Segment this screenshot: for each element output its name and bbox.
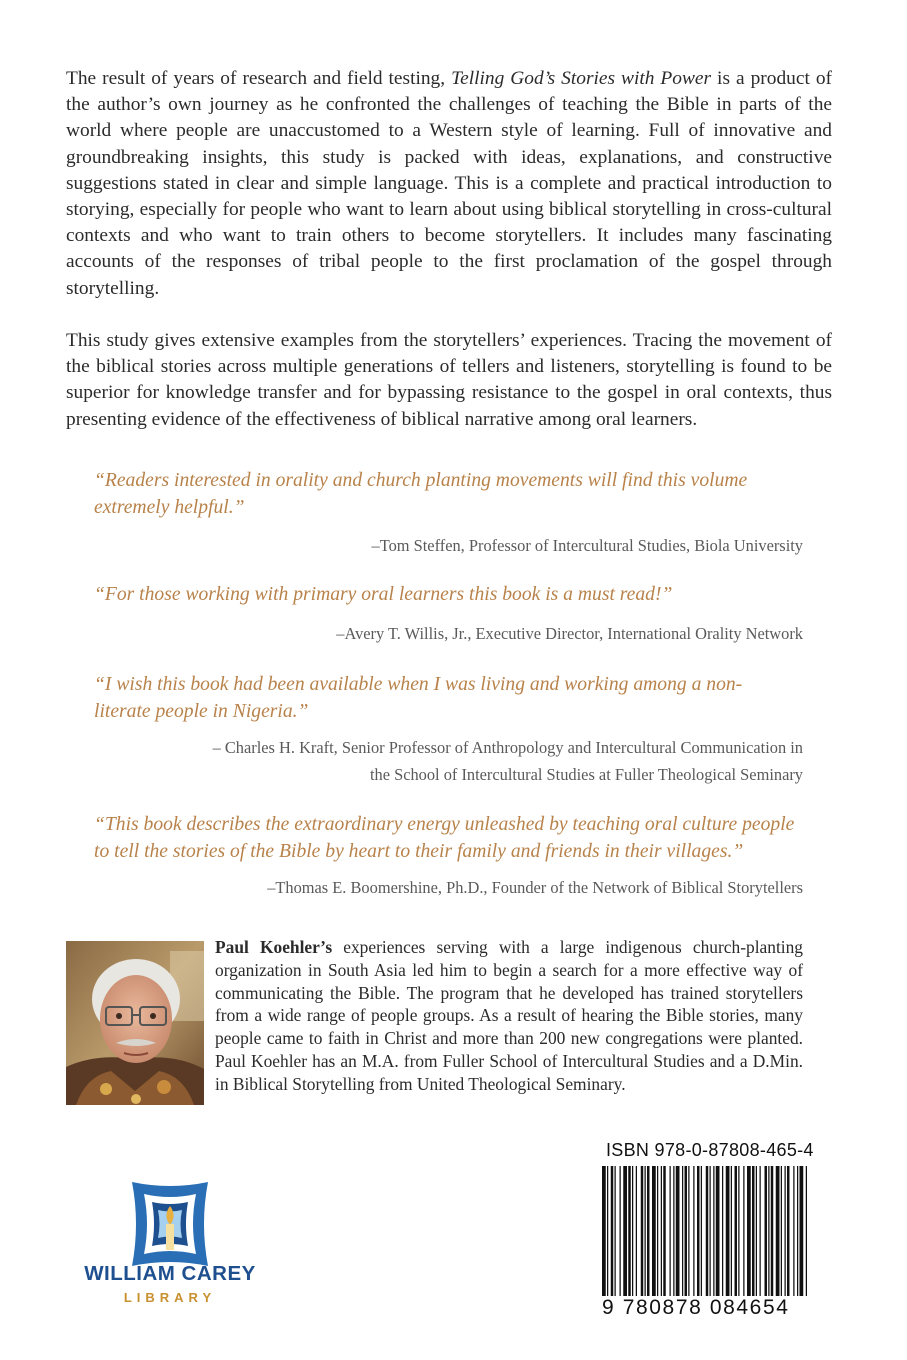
book-title: Telling God’s Stories with Power	[451, 68, 712, 89]
barcode-bar	[771, 1166, 774, 1296]
barcode-bar	[641, 1166, 644, 1296]
barcode-bar	[776, 1166, 780, 1296]
barcode-bar	[670, 1166, 671, 1296]
barcode-bar	[673, 1166, 674, 1296]
barcode-bar	[607, 1166, 608, 1296]
barcode-bar	[647, 1166, 650, 1296]
endorsement-quote	[94, 672, 814, 725]
barcode-bar	[620, 1166, 621, 1296]
description-text: The result of years of research and field testing,	[66, 68, 452, 89]
barcode-bar	[710, 1166, 711, 1296]
author-name: Paul Koehler’s	[215, 937, 333, 957]
description-paragraph-1	[66, 66, 832, 302]
barcode-bar	[800, 1166, 804, 1296]
barcode-bar	[615, 1166, 616, 1296]
publisher-logo-icon	[122, 1176, 218, 1272]
barcode-bar	[785, 1166, 786, 1296]
author-photo	[66, 941, 204, 1105]
quote-line: “I wish this book had been available when I was living and working among a non-	[94, 674, 743, 695]
barcode-bar	[716, 1166, 720, 1296]
endorsement-attribution: –Avery T. Willis, Jr., Executive Director, International Orality Network	[336, 624, 803, 643]
endorsement-attribution: –Thomas E. Boomershine, Ph.D., Founder of the Network of Biblical Storytellers	[267, 878, 803, 897]
description-text: is a product of the author’s own journey as he confronted the challenges of teaching the Bible in parts of the world where people are unaccustomed to a Western style of learning. Full of innovative and groundbreaking insights, this study is packed with ideas, explanations, and constructive suggestions stated in clear and simple language. This is a complete and practical introduction to storying, especially for people who want to learn about using biblical storytelling in cross-cultural contexts and who want to train others to become storytellers. It includes many fascinating accounts of the responses of tribal people to the first proclamation of the gospel through storytelling.	[66, 68, 832, 299]
quote-line: extremely helpful.”	[94, 496, 245, 518]
endorsement-attribution: –Tom Steffen, Professor of Intercultural Studies, Biola University	[371, 536, 803, 555]
quote-line: “Readers interested in orality and church planting movements will find this volume	[94, 470, 748, 491]
barcode-bar	[738, 1166, 739, 1296]
barcode-bar	[611, 1166, 614, 1296]
barcode-bar	[676, 1166, 680, 1296]
barcode-bars	[596, 1166, 813, 1296]
description-paragraph-2: This study gives extensive examples from the storytellers’ experiences. Tracing the movement of the biblical stories across multiple generations of tellers and listeners, storytelling is found to be superior for knowledge transfer and for bypassing resistance to the gospel in oral contexts, thus presenting evidence of the effectiveness of biblical narrative among oral learners.	[66, 330, 832, 430]
isbn-label: ISBN 978-0-87808-465-4	[606, 1140, 814, 1160]
quote-line: “This book describes the extraordinary energy unleashed by teaching oral culture people	[94, 814, 795, 835]
barcode-bar	[722, 1166, 723, 1296]
barcode-bar	[602, 1166, 606, 1296]
barcode-bar	[793, 1166, 794, 1296]
barcode-bar	[636, 1166, 637, 1296]
barcode-bar	[806, 1166, 807, 1296]
barcode-bar	[663, 1166, 666, 1296]
attribution-line: – Charles H. Kraft, Senior Professor of Anthropology and Intercultural Communication in	[212, 738, 803, 757]
barcode-bar	[768, 1166, 769, 1296]
barcode-bar	[735, 1166, 738, 1296]
barcode-bar	[797, 1166, 798, 1296]
author-portrait-image	[66, 941, 204, 1105]
endorsement-quote	[94, 468, 814, 521]
barcode-bar	[781, 1166, 782, 1296]
barcode-bar	[756, 1166, 757, 1296]
barcode-bar	[787, 1166, 790, 1296]
barcode-bar	[752, 1166, 755, 1296]
endorsement-attribution	[83, 735, 803, 788]
quote-line: literate people in Nigeria.”	[94, 700, 309, 722]
barcode-bar	[652, 1166, 656, 1296]
barcode-bar	[688, 1166, 689, 1296]
author-bio-text: experiences serving with a large indigenous church-planting organization in South Asia led him to begin a search for a more effective way of communicating the Bible. The program that he developed has trained storytellers from a wide range of people groups. As a result of hearing the Bible stories, many people came to faith in Christ and more than 200 new congregations were planted. Paul Koehler has an M.A. from Fuller School of Intercultural Studies and a D.Min. in Biblical Storytelling from United Theological Seminary.	[215, 937, 803, 1094]
author-bio	[215, 936, 803, 1096]
quote-line: to tell the stories of the Bible by heart to their family and friends in their villages.”	[94, 840, 744, 862]
barcode-bar	[760, 1166, 761, 1296]
barcode-bar	[706, 1166, 709, 1296]
barcode-bar	[623, 1166, 627, 1296]
barcode-bar	[657, 1166, 658, 1296]
barcode-bar	[682, 1166, 683, 1296]
attribution-line: the School of Intercultural Studies at Fuller Theological Seminary	[369, 764, 803, 784]
publisher-subname: LIBRARY	[123, 1290, 217, 1305]
barcode-bar	[632, 1166, 633, 1296]
barcode-bar	[693, 1166, 694, 1296]
barcode-bar	[685, 1166, 688, 1296]
barcode-bar	[701, 1166, 702, 1296]
barcode-bar	[743, 1166, 744, 1296]
barcode-bar	[747, 1166, 751, 1296]
barcode-bar	[765, 1166, 768, 1296]
publisher-name: WILLIAM CAREY	[84, 1262, 256, 1285]
barcode-bar	[697, 1166, 700, 1296]
barcode-digits: 9 780878 084654	[602, 1296, 790, 1319]
barcode-bar	[628, 1166, 631, 1296]
endorsement-quote	[94, 812, 814, 865]
barcode-bar	[731, 1166, 732, 1296]
barcode-bar	[726, 1166, 730, 1296]
barcode-bar	[645, 1166, 646, 1296]
barcode-bar	[713, 1166, 714, 1296]
barcode-bar	[661, 1166, 662, 1296]
endorsement-quote: “For those working with primary oral learners this book is a must read!”	[94, 584, 673, 605]
